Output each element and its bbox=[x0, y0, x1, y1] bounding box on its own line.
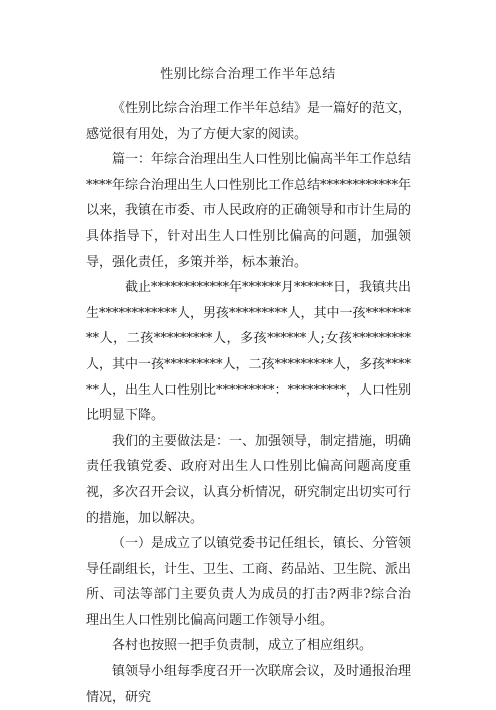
paragraph-main-measures: 我们的主要做法是：一、加强领导，制定措施，明确责任我镇党委、政府对出生人口性别比偏高问题高度重视，多次召开会议，认真分析情况，研究制定出切实可行的措施，加以解决。 bbox=[86, 433, 412, 526]
paragraph-leading-group: （一）是成立了以镇党委书记任组长，镇长、分管领导任副组长，计生、卫生、工商、药品站、卫生院、派出所、司法等部门主要负责人为成员的打击?两非?综合治理出生人口性别比偏高问题工作领导小组。 bbox=[86, 536, 412, 628]
paragraph-intro: 《性别比综合治理工作半年总结》是一篇好的范文，感觉很有用处，为了方便大家的阅读。 bbox=[86, 101, 412, 142]
paragraph-statistics: 截止************年******月******日，我镇共出生************人，男孩*********人，其中一孩*********人，二孩*********人，多孩******人;女孩*********人，其中一孩*********人，二孩*********人，多孩******人，出生人口性别比*********：*********，人口性别比明显下降。 bbox=[86, 280, 412, 424]
paragraph-village-organizations: 各村也按照一把手负责制，成立了相应组织。 bbox=[112, 638, 373, 654]
paragraph-part-one: 篇一：年综合治理出生人口性别比偏高半年工作总结****年综合治理出生人口性别比工作总结************年以来，我镇在市委、市人民政府的正确领导和市计生局的具体指导下，针对出生人口性别比偏高的问题，加强领导，强化责任，多策并举，标本兼治。 bbox=[86, 152, 412, 270]
document-body bbox=[86, 96, 411, 710]
document-title: 性别比综合治理工作半年总结 bbox=[160, 67, 336, 82]
paragraph-quarterly-meeting: 镇领导小组每季度召开一次联席会议，及时通报治理情况，研究 bbox=[86, 664, 412, 705]
